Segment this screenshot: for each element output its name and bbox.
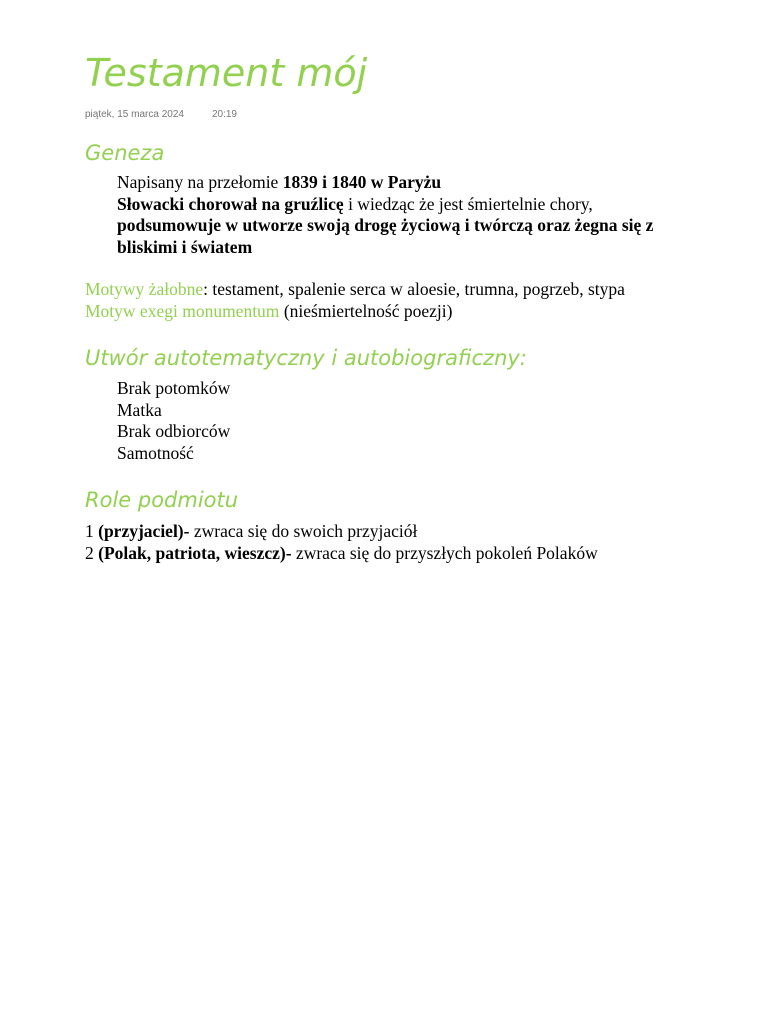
note-time: 20:19 — [211, 109, 237, 120]
list-item: Samotność — [117, 442, 194, 463]
list-item: Matka — [117, 399, 162, 420]
note-timestamp — [85, 109, 237, 120]
heading-autotematic: Utwór autotematyczny i autobiograficzny: — [85, 346, 527, 370]
heading-geneza: Geneza — [85, 141, 165, 165]
geneza-line-4: bliskimi i światem — [117, 236, 253, 257]
role-item-patriot: 2 (Polak, patriota, wieszcz)- zwraca się do przyszłych pokoleń Polaków — [85, 542, 598, 563]
roles-list — [85, 521, 598, 564]
list-item: Brak odbiorców — [117, 421, 231, 441]
heading-roles: Role podmiotu — [85, 488, 239, 512]
note-date: piątek, 15 marca 2024 — [85, 109, 184, 120]
motifs-block — [85, 279, 625, 322]
page-title: Testament mój — [85, 51, 368, 95]
motif-mourning: Motywy żałobne: testament, spalenie serca w aloesie, trumna, pogrzeb, stypa — [85, 279, 625, 299]
motif-exegi-monumentum: Motyw exegi monumentum (nieśmiertelność poezji) — [85, 300, 453, 321]
role-item-friend: 1 (przyjaciel)- zwraca się do swoich przyjaciół — [85, 521, 418, 541]
geneza-line-3: podsumowuje w utworze swoją drogę życiową i twórczą oraz żegna się z — [117, 215, 654, 235]
geneza-line-1: Napisany na przełomie 1839 i 1840 w Paryżu — [117, 172, 442, 192]
list-item: Brak potomków — [117, 378, 231, 398]
geneza-line-2: Słowacki chorował na gruźlicę i wiedząc że jest śmiertelnie chory, — [117, 193, 593, 214]
autotematic-list — [117, 378, 230, 464]
geneza-paragraph — [117, 172, 653, 258]
